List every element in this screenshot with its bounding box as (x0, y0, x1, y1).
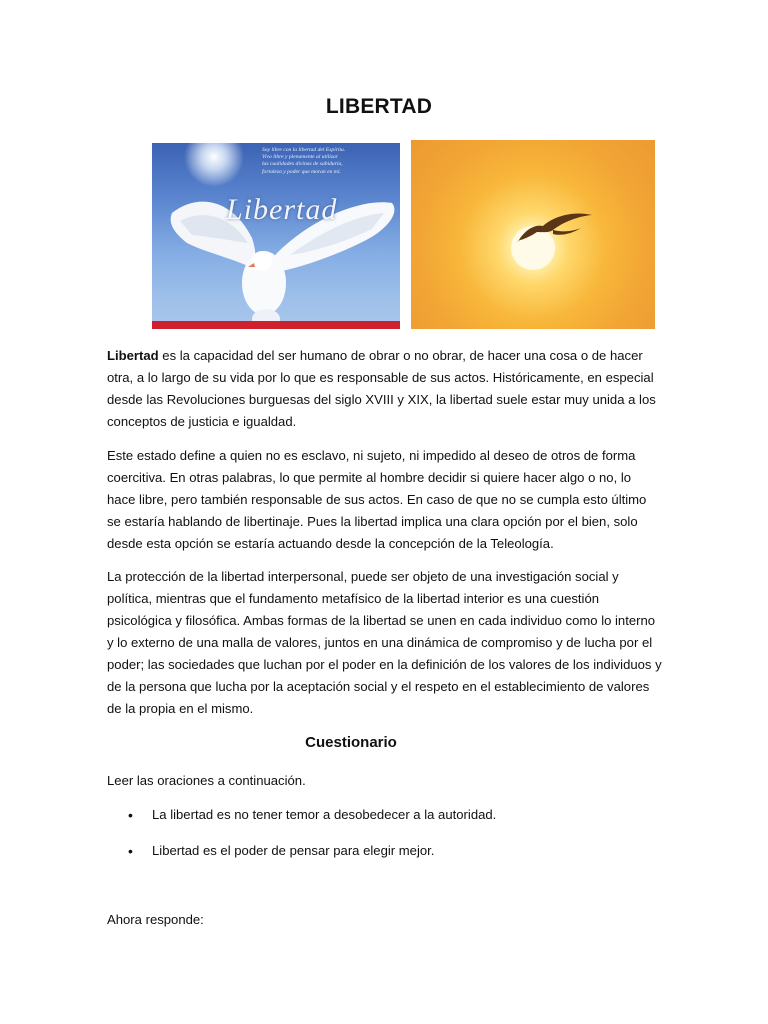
document-title: LIBERTAD (325, 95, 433, 118)
section-subtitle: Cuestionario (305, 734, 397, 751)
bullet-icon: • (128, 807, 133, 823)
bird-silhouette-icon (411, 140, 655, 329)
dove-word: Libertad (226, 193, 338, 226)
list-item (107, 804, 663, 826)
list-item-text: Libertad es el poder de pensar para elegir mejor. (152, 843, 435, 858)
red-bar (152, 321, 400, 329)
paragraph-2: Este estado define a quien no es esclavo, ni sujeto, ni impedido al deseo de otros de forma coercitiva. En otras palabras, lo que permite al hombre decidir si quiere hacer algo o no, lo hace libre, pero también responsable de sus actos. En caso de que no se cumpla esto último se estaría hablando de libertinaje. Pues la libertad implica una clara opción por el bien, solo desde esta opción se estaría actuando desde la concepción de la Teleología. (107, 448, 647, 551)
paragraph-lead: Libertad (107, 348, 159, 363)
dove-caption-line: Vivo libre y plenamente al utilizar (262, 154, 338, 161)
dove-caption (262, 147, 397, 176)
paragraph-3: La protección de la libertad interpersonal, puede ser objeto de una investigación social y política, mientras que el fundamento metafísico de la libertad interior es una cuestión psicológica y filosófica. Ambas formas de la libertad se unen en cada individuo como lo interno y lo externo de una malla de valores, juntos en una dinámica de compromiso y de lucha por el poder; las sociedades que luchan por el poder en la definición de los valores de los individuos y de la persona que lucha por la aceptación social y el respeto en el establecimiento de valores de la propia en el mismo. (107, 569, 662, 716)
sunset-bird-image (411, 140, 655, 329)
list-item (107, 840, 663, 862)
paragraph-1 (107, 345, 663, 433)
dove-caption-line: Soy libre con la libertad del Espíritu. (262, 147, 346, 153)
bullet-icon: • (128, 843, 133, 859)
dove-caption-line: fortaleza y poder que moran en mí. (262, 168, 341, 175)
bullet-list (107, 804, 663, 876)
paragraph-text: es la capacidad del ser humano de obrar o no obrar, de hacer una cosa o de hacer otra, a lo largo de su vida por lo que es responsable de sus actos. Históricamente, en especial desde las Revoluciones burguesas del siglo XVIII y XIX, la libertad suele estar muy unida a los conceptos de justicia e igualdad. (107, 348, 656, 429)
final-prompt: Ahora responde: (107, 912, 204, 927)
dove-image (152, 143, 400, 329)
dove-caption-line: las cualidades divinas de sabiduría, (262, 161, 343, 168)
list-item-text: La libertad es no tener temor a desobedecer a la autoridad. (152, 807, 497, 822)
instruction-text: Leer las oraciones a continuación. (107, 773, 306, 788)
